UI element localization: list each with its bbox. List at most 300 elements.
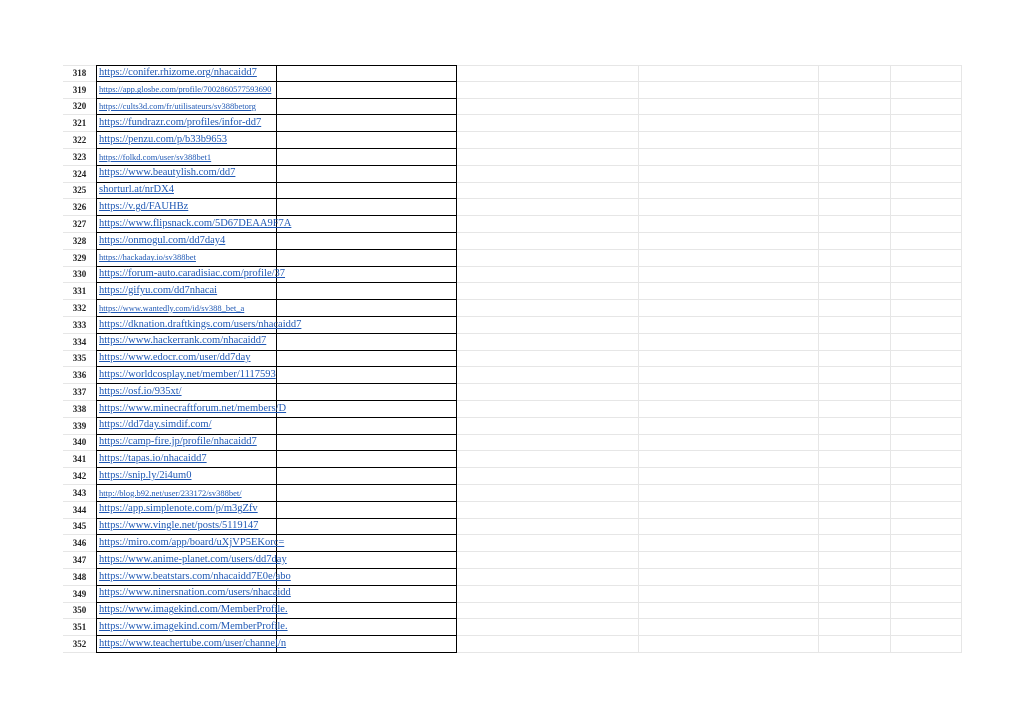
url-cell[interactable] (96, 198, 277, 215)
row-number: 334 (72, 336, 87, 347)
grid-line (961, 267, 962, 283)
url-link[interactable]: https://osf.io/935xt/ (99, 385, 182, 397)
row-number: 324 (72, 168, 87, 179)
table-row (63, 183, 962, 200)
grid-line (890, 283, 891, 299)
table-row (63, 384, 962, 401)
url-link[interactable]: https://app.glosbe.com/profile/7002860577593690 (99, 84, 272, 95)
url-link[interactable]: shorturl.at/nrDX4 (99, 184, 174, 196)
grid-line (818, 552, 819, 568)
url-link[interactable]: https://miro.com/app/board/uXjVP5EKorc= (99, 536, 285, 548)
url-cell[interactable] (96, 299, 277, 316)
empty-cell[interactable] (277, 518, 457, 535)
grid-line (818, 267, 819, 283)
table-row (63, 435, 962, 452)
grid-line (961, 132, 962, 148)
grid-line (890, 619, 891, 635)
grid-line (961, 233, 962, 249)
grid-line (961, 418, 962, 434)
grid-line (818, 334, 819, 350)
url-link[interactable]: https://v.gd/FAUHBz (99, 201, 189, 213)
grid-line (638, 535, 639, 551)
table-row (63, 636, 962, 653)
grid-line (638, 401, 639, 417)
grid-line (961, 183, 962, 199)
row-number: 320 (72, 101, 87, 112)
grid-line (638, 435, 639, 451)
empty-cell[interactable] (277, 114, 457, 131)
row-number: 351 (72, 622, 87, 633)
grid-line (890, 166, 891, 182)
grid-line (818, 569, 819, 585)
empty-cell[interactable] (277, 232, 457, 249)
row-number: 352 (72, 638, 87, 649)
grid-line (638, 300, 639, 316)
url-cell[interactable] (96, 501, 277, 518)
url-link[interactable]: https://fundrazr.com/profiles/infor-dd7 (99, 117, 262, 129)
grid-line (890, 267, 891, 283)
grid-line (638, 451, 639, 467)
grid-line (890, 300, 891, 316)
row-number: 325 (72, 185, 87, 196)
row-number: 326 (72, 202, 87, 213)
grid-line (818, 99, 819, 115)
table-row (63, 233, 962, 250)
grid-line (890, 115, 891, 131)
grid-line (961, 66, 962, 81)
empty-cell[interactable] (277, 182, 457, 199)
empty-cell[interactable] (277, 299, 457, 316)
grid-line (638, 199, 639, 215)
grid-line (818, 603, 819, 619)
url-cell[interactable] (96, 148, 277, 165)
grid-line (890, 586, 891, 602)
grid-line (890, 149, 891, 165)
grid-line (890, 636, 891, 652)
url-cell[interactable] (96, 618, 288, 635)
table-row (63, 502, 962, 519)
url-link[interactable]: https://onmogul.com/dd7day4 (99, 234, 226, 246)
table-row (63, 132, 962, 149)
grid-line (890, 250, 891, 266)
url-link[interactable]: https://worldcosplay.net/member/1117593 (99, 368, 276, 380)
url-link[interactable]: https://www.hackerrank.com/nhacaidd7 (99, 335, 267, 347)
grid-line (638, 66, 639, 81)
empty-cell[interactable] (277, 450, 457, 467)
url-link[interactable]: https://www.beatstars.com/nhacaidd7E0e/abo (99, 570, 291, 582)
grid-line (638, 636, 639, 652)
empty-cell[interactable] (277, 400, 457, 417)
table-row (63, 82, 962, 99)
spreadsheet-sheet (63, 65, 962, 653)
grid-line (961, 485, 962, 501)
grid-line (961, 166, 962, 182)
url-cell[interactable] (96, 467, 277, 484)
empty-cell[interactable] (277, 366, 457, 383)
url-link[interactable]: https://folkd.com/user/sv388bet1 (99, 151, 212, 162)
grid-line (638, 82, 639, 98)
grid-line (961, 250, 962, 266)
url-cell[interactable] (96, 249, 277, 266)
grid-line (638, 502, 639, 518)
grid-line (961, 468, 962, 484)
table-row (63, 552, 962, 569)
table-row (63, 351, 962, 368)
grid-line (890, 233, 891, 249)
url-link[interactable]: https://www.vingle.net/posts/5119147 (99, 520, 259, 532)
empty-cell[interactable] (277, 165, 457, 182)
row-number: 332 (72, 303, 87, 314)
table-row (63, 603, 962, 620)
empty-cell[interactable] (277, 282, 457, 299)
row-number: 323 (72, 151, 87, 162)
grid-line (638, 418, 639, 434)
grid-line (638, 283, 639, 299)
grid-line (890, 367, 891, 383)
table-row (63, 199, 962, 216)
url-link[interactable]: https://www.imagekind.com/MemberProfile. (99, 620, 288, 632)
empty-cell[interactable] (277, 585, 457, 602)
grid-line (890, 132, 891, 148)
grid-line (961, 300, 962, 316)
url-link[interactable]: https://forum-auto.caradisiac.com/profile/37 (99, 268, 286, 280)
empty-cell[interactable] (277, 266, 457, 283)
grid-line (961, 603, 962, 619)
url-link[interactable]: https://www.flipsnack.com/5D67DEAA9F7A (99, 217, 292, 229)
grid-line (890, 99, 891, 115)
row-number: 344 (72, 504, 87, 515)
grid-line (638, 166, 639, 182)
empty-cell[interactable] (277, 383, 457, 400)
url-cell[interactable] (96, 534, 285, 551)
empty-cell[interactable] (277, 568, 457, 585)
url-link[interactable]: https://conifer.rhizome.org/nhacaidd7 (99, 67, 257, 79)
grid-line (638, 267, 639, 283)
table-row (63, 468, 962, 485)
empty-cell[interactable] (277, 316, 457, 333)
grid-line (638, 132, 639, 148)
grid-line (818, 82, 819, 98)
url-cell[interactable] (96, 350, 277, 367)
empty-cell[interactable] (277, 131, 457, 148)
url-cell[interactable] (96, 635, 287, 653)
grid-line (638, 351, 639, 367)
grid-line (818, 250, 819, 266)
grid-line (890, 82, 891, 98)
url-cell[interactable] (96, 518, 277, 535)
grid-line (890, 502, 891, 518)
grid-line (890, 317, 891, 333)
grid-line (890, 334, 891, 350)
row-number: 349 (72, 588, 87, 599)
grid-line (961, 115, 962, 131)
empty-cell[interactable] (277, 434, 457, 451)
grid-line (818, 418, 819, 434)
grid-line (638, 233, 639, 249)
table-row (63, 250, 962, 267)
grid-line (818, 401, 819, 417)
url-cell[interactable] (96, 400, 287, 417)
grid-line (638, 334, 639, 350)
grid-line (961, 435, 962, 451)
table-row (63, 418, 962, 435)
row-number: 347 (72, 555, 87, 565)
grid-line (961, 519, 962, 535)
empty-cell[interactable] (277, 501, 457, 518)
empty-cell[interactable] (277, 417, 457, 434)
url-link[interactable]: http://blog.b92.net/user/233172/sv388bet/ (99, 487, 242, 498)
url-cell[interactable] (96, 484, 277, 501)
empty-cell[interactable] (277, 81, 457, 98)
url-cell[interactable] (96, 366, 277, 383)
grid-line (961, 535, 962, 551)
grid-line (961, 317, 962, 333)
grid-line (638, 216, 639, 232)
row-number: 346 (72, 538, 87, 549)
url-link[interactable]: https://www.edocr.com/user/dd7day (99, 352, 251, 364)
empty-cell[interactable] (277, 602, 457, 619)
grid-line (961, 82, 962, 98)
grid-line (638, 115, 639, 131)
grid-line (961, 351, 962, 367)
url-cell[interactable] (96, 114, 277, 131)
row-number: 340 (72, 437, 87, 448)
row-number: 335 (72, 353, 87, 364)
row-number: 329 (72, 252, 87, 263)
grid-line (890, 552, 891, 568)
grid-line (890, 401, 891, 417)
empty-cell[interactable] (277, 215, 457, 232)
grid-line (638, 99, 639, 115)
url-cell[interactable] (96, 434, 277, 451)
table-row (63, 619, 962, 636)
grid-line (818, 199, 819, 215)
grid-line (638, 619, 639, 635)
grid-line (890, 418, 891, 434)
empty-cell[interactable] (277, 467, 457, 484)
table-row (63, 367, 962, 384)
grid-line (961, 367, 962, 383)
row-number: 348 (72, 571, 87, 582)
url-link[interactable]: https://www.minecraftforum.net/members/D (99, 402, 287, 414)
url-cell[interactable] (96, 316, 302, 333)
row-number: 341 (72, 454, 87, 465)
empty-cell[interactable] (277, 148, 457, 165)
grid-line (638, 485, 639, 501)
table-row (63, 149, 962, 166)
grid-line (890, 183, 891, 199)
grid-line (818, 468, 819, 484)
table-row (63, 216, 962, 233)
empty-cell[interactable] (277, 618, 457, 635)
url-cell[interactable] (96, 417, 277, 434)
url-link[interactable]: https://dd7day.simdif.com/ (99, 419, 212, 431)
url-cell[interactable] (96, 333, 277, 350)
table-row (63, 317, 962, 334)
grid-line (890, 199, 891, 215)
table-row (63, 334, 962, 351)
grid-line (890, 468, 891, 484)
grid-line (890, 569, 891, 585)
url-link[interactable]: https://www.anime-planet.com/users/dd7day (99, 553, 287, 565)
grid-line (638, 569, 639, 585)
grid-line (638, 586, 639, 602)
grid-line (638, 603, 639, 619)
url-cell[interactable] (96, 585, 291, 602)
grid-line (818, 283, 819, 299)
grid-line (818, 183, 819, 199)
grid-line (818, 485, 819, 501)
empty-cell[interactable] (277, 98, 457, 115)
grid-line (818, 66, 819, 81)
url-cell[interactable] (96, 450, 277, 467)
grid-line (961, 401, 962, 417)
grid-line (818, 535, 819, 551)
table-row (63, 535, 962, 552)
url-link[interactable]: https://tapas.io/nhacaidd7 (99, 452, 207, 464)
table-row (63, 267, 962, 284)
url-cell[interactable] (96, 131, 277, 148)
grid-line (638, 384, 639, 400)
url-cell[interactable] (96, 266, 286, 283)
grid-line (890, 603, 891, 619)
grid-line (638, 149, 639, 165)
table-row (63, 283, 962, 300)
grid-line (818, 367, 819, 383)
grid-line (961, 149, 962, 165)
empty-cell[interactable] (277, 534, 457, 551)
grid-line (818, 636, 819, 652)
row-number: 331 (72, 286, 87, 297)
url-link[interactable]: https://snip.ly/2i4um0 (99, 469, 192, 481)
url-cell[interactable] (96, 98, 277, 115)
url-link[interactable]: https://penzu.com/p/b33b9653 (99, 133, 228, 145)
url-link[interactable]: https://www.ninersnation.com/users/nhacaidd (99, 587, 291, 599)
grid-line (818, 300, 819, 316)
url-cell[interactable] (96, 551, 287, 568)
grid-line (961, 586, 962, 602)
row-number: 319 (72, 84, 87, 95)
table-row (63, 485, 962, 502)
url-link[interactable]: https://www.beautylish.com/dd7 (99, 167, 236, 179)
grid-line (961, 99, 962, 115)
grid-line (961, 384, 962, 400)
grid-line (890, 384, 891, 400)
grid-line (638, 468, 639, 484)
url-link[interactable]: https://www.imagekind.com/MemberProfile. (99, 604, 288, 616)
grid-line (890, 66, 891, 81)
grid-line (638, 367, 639, 383)
grid-line (961, 502, 962, 518)
grid-line (961, 569, 962, 585)
grid-line (818, 502, 819, 518)
empty-cell[interactable] (277, 65, 457, 81)
table-row (63, 99, 962, 116)
url-cell[interactable] (96, 282, 277, 299)
table-row (63, 451, 962, 468)
table-row (63, 519, 962, 536)
url-link[interactable]: https://www.teachertube.com/user/channel/n (99, 637, 287, 649)
row-number: 322 (72, 135, 87, 146)
row-number: 337 (72, 387, 87, 398)
grid-line (818, 519, 819, 535)
grid-line (638, 183, 639, 199)
empty-cell[interactable] (277, 484, 457, 501)
grid-line (818, 351, 819, 367)
grid-line (818, 619, 819, 635)
url-link[interactable]: https://www.wantedly.com/id/sv388_bet_a (99, 302, 245, 313)
row-number: 321 (72, 118, 87, 129)
url-link[interactable]: https://cults3d.com/fr/utilisateurs/sv388betorg (99, 101, 256, 112)
url-link[interactable]: https://dknation.draftkings.com/users/nhacaidd7 (99, 318, 302, 330)
url-link[interactable]: https://hackaday.io/sv388bet (99, 252, 196, 263)
grid-line (890, 451, 891, 467)
row-number: 336 (72, 370, 87, 381)
grid-line (638, 552, 639, 568)
empty-cell[interactable] (277, 635, 457, 653)
grid-line (818, 451, 819, 467)
grid-line (961, 283, 962, 299)
url-link[interactable]: https://gifyu.com/dd7nhacai (99, 285, 218, 296)
grid-line (638, 519, 639, 535)
row-number: 350 (72, 605, 87, 616)
row-number: 328 (72, 235, 87, 246)
grid-line (818, 586, 819, 602)
url-cell[interactable] (96, 65, 277, 81)
grid-line (961, 552, 962, 568)
grid-line (961, 636, 962, 652)
grid-line (818, 115, 819, 131)
table-row (63, 569, 962, 586)
url-cell[interactable] (96, 215, 292, 232)
empty-cell[interactable] (277, 249, 457, 266)
url-cell[interactable] (96, 383, 277, 400)
url-cell[interactable] (96, 182, 277, 199)
url-link[interactable]: https://app.simplenote.com/p/m3gZfv (99, 503, 258, 515)
table-row (63, 586, 962, 603)
row-number: 343 (72, 487, 87, 498)
url-cell[interactable] (96, 568, 291, 585)
grid-line (818, 384, 819, 400)
grid-line (961, 199, 962, 215)
table-row (63, 115, 962, 132)
grid-line (818, 149, 819, 165)
grid-line (818, 132, 819, 148)
row-number: 339 (72, 420, 87, 431)
table-row (63, 166, 962, 183)
grid-line (890, 519, 891, 535)
url-cell[interactable] (96, 602, 288, 619)
row-number: 345 (72, 521, 87, 532)
empty-cell[interactable] (277, 333, 457, 350)
empty-cell[interactable] (277, 350, 457, 367)
row-number: 327 (72, 219, 87, 230)
table-row (63, 300, 962, 317)
grid-line (961, 451, 962, 467)
grid-line (818, 233, 819, 249)
url-cell[interactable] (96, 165, 277, 182)
grid-line (818, 435, 819, 451)
grid-line (890, 351, 891, 367)
row-number: 318 (72, 68, 87, 79)
row-number: 342 (72, 471, 87, 482)
empty-cell[interactable] (277, 551, 457, 568)
empty-cell[interactable] (277, 198, 457, 215)
url-link[interactable]: https://camp-fire.jp/profile/nhacaidd7 (99, 436, 257, 448)
url-cell[interactable] (96, 232, 277, 249)
url-cell[interactable] (96, 81, 277, 98)
grid-line (890, 535, 891, 551)
